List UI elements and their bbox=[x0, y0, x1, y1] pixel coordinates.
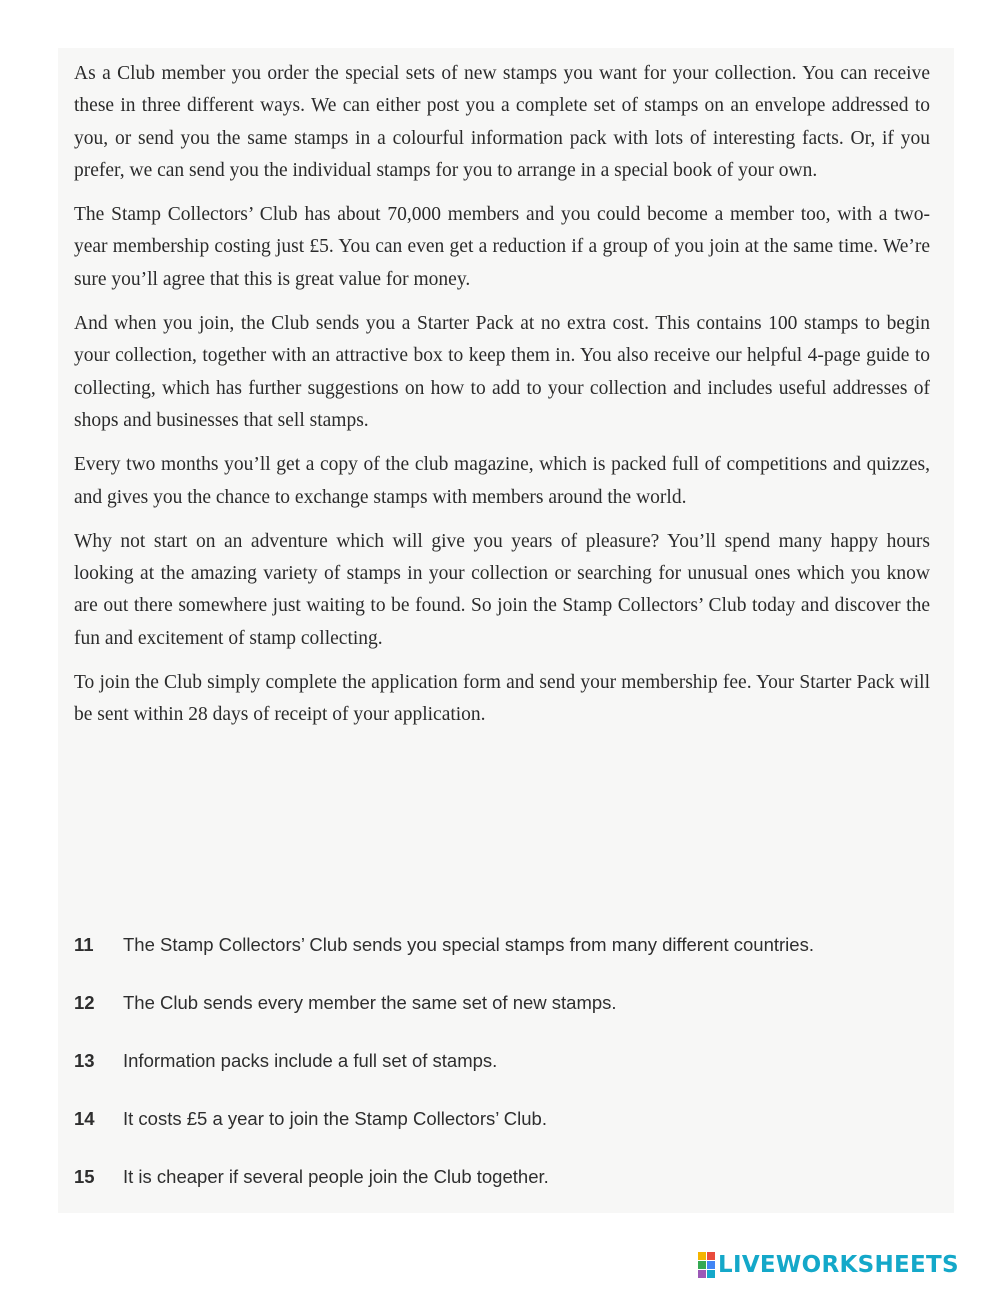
question-number: 13 bbox=[74, 1050, 95, 1071]
paragraph-1: As a Club member you order the special sets of new stamps you want for your collection. You can receive these in three different ways. We can either post you a complete set of stamps on an envelope addressed to you, or send you the same stamps in a colourful information pack with lots of interesting facts. Or, if you prefer, we can send you the individual stamps for you to arrange in a special book of your own. bbox=[74, 63, 930, 181]
paragraph-5: Why not start on an adventure which will give you years of pleasure? You’ll spend many happy hours looking at the amazing variety of stamps in your collection or searching for unusual ones which you know are out there somewhere just waiting to be found. So join the Stamp Collectors’ Club today and discover the fun and excitement of stamp collecting. bbox=[74, 530, 930, 649]
question-text: It is cheaper if several people join the Club together. bbox=[123, 1166, 549, 1187]
question-item bbox=[74, 934, 954, 992]
reading-passage bbox=[74, 58, 930, 744]
question-text: The Stamp Collectors’ Club sends you special stamps from many different countries. bbox=[123, 934, 814, 955]
question-text: Information packs include a full set of stamps. bbox=[123, 1050, 498, 1071]
question-number: 12 bbox=[74, 992, 95, 1013]
question-item bbox=[74, 992, 954, 1050]
paragraph-2: The Stamp Collectors’ Club has about 70,000 members and you could become a member too, with a two-year membership costing just £5. You can even get a reduction if a group of you join at the same time. We’re sure you’ll agree that this is great value for money. bbox=[74, 204, 930, 290]
question-text: It costs £5 a year to join the Stamp Collectors’ Club. bbox=[123, 1108, 547, 1129]
question-item bbox=[74, 1166, 954, 1224]
logo-text: LIVEWORKSHEETS bbox=[718, 1252, 959, 1278]
logo-square bbox=[707, 1270, 715, 1278]
question-number: 11 bbox=[74, 934, 94, 955]
logo-square bbox=[698, 1252, 706, 1260]
question-text: The Club sends every member the same set of new stamps. bbox=[123, 992, 617, 1013]
paragraph-4: Every two months you’ll get a copy of the club magazine, which is packed full of competitions and quizzes, and gives you the chance to exchange stamps with members around the world. bbox=[74, 454, 930, 508]
logo-square bbox=[707, 1252, 715, 1260]
liveworksheets-mark-icon bbox=[698, 1252, 715, 1278]
logo-square bbox=[698, 1261, 706, 1269]
paragraph-6: To join the Club simply complete the application form and send your membership fee. Your Starter Pack will be sent within 28 days of receipt of your application. bbox=[74, 672, 930, 726]
question-list bbox=[74, 934, 954, 1224]
question-number: 15 bbox=[74, 1166, 95, 1187]
question-item bbox=[74, 1050, 954, 1108]
question-item bbox=[74, 1108, 954, 1166]
paragraph-3: And when you join, the Club sends you a Starter Pack at no extra cost. This contains 100 stamps to begin your collection, together with an attractive box to keep them in. You also receive our helpful 4-page guide to collecting, which has further suggestions on how to add to your collection and includes useful addresses of shops and businesses that sell stamps. bbox=[74, 313, 930, 431]
question-number: 14 bbox=[74, 1108, 95, 1129]
liveworksheets-logo bbox=[698, 1252, 959, 1278]
logo-square bbox=[707, 1261, 715, 1269]
logo-square bbox=[698, 1270, 706, 1278]
